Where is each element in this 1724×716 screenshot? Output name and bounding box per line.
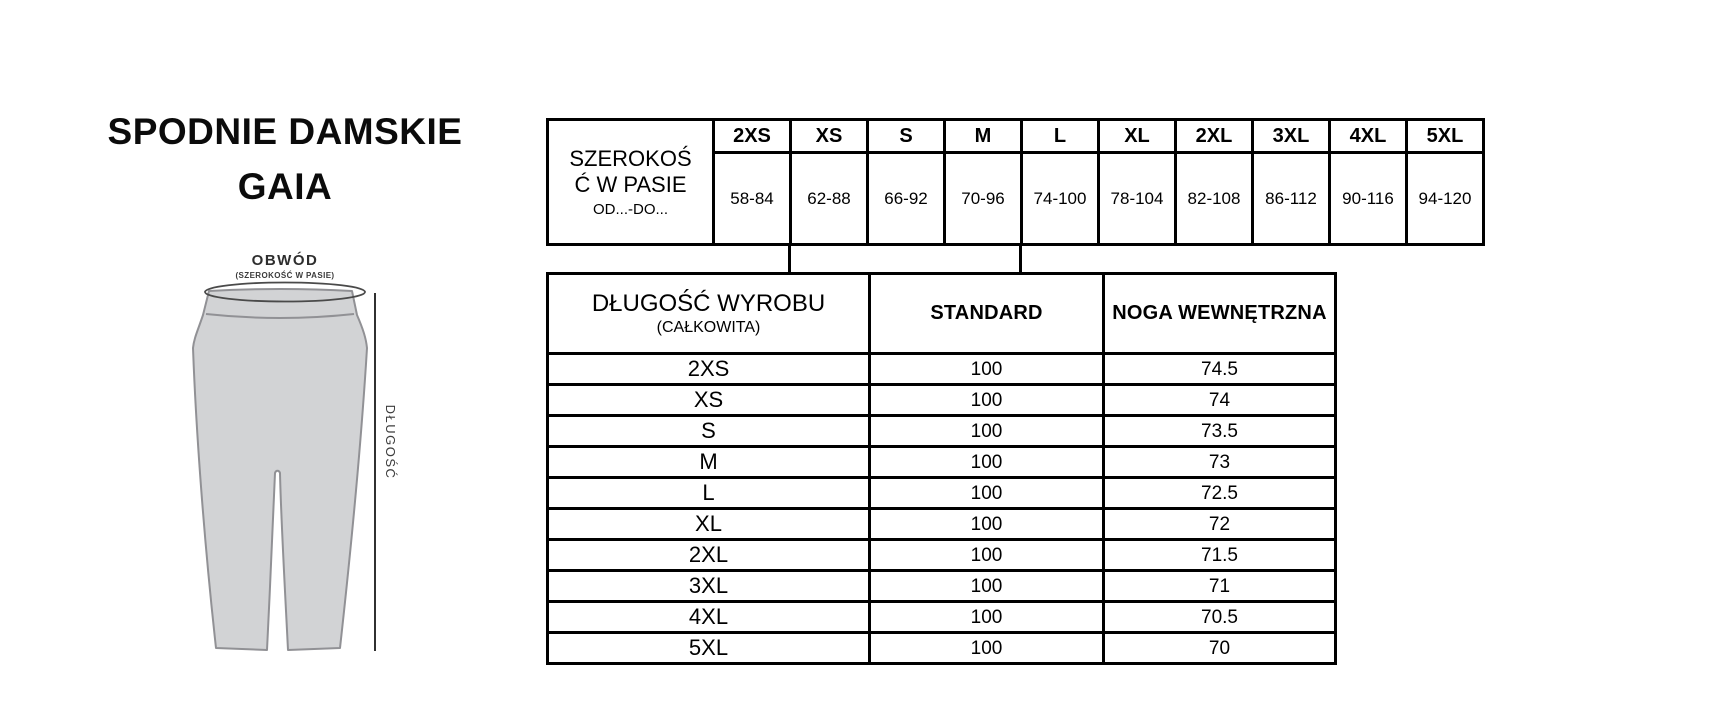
length-row-m (548, 447, 1336, 478)
waist-table-corner-header (548, 120, 714, 245)
length-standard-2xl: 100 (870, 540, 1104, 571)
size-header-4xl: 4XL (1330, 120, 1407, 153)
length-size-3xl: 3XL (548, 571, 870, 602)
size-header-s: S (868, 120, 945, 153)
length-row-xl (548, 509, 1336, 540)
page-title (50, 104, 520, 214)
length-inner-leg-l: 72.5 (1104, 478, 1336, 509)
size-header-2xs: 2XS (714, 120, 791, 153)
length-standard-2xs: 100 (870, 354, 1104, 385)
waist-range-5xl: 94-120 (1407, 153, 1484, 245)
size-header-xl: XL (1099, 120, 1176, 153)
length-size-4xl: 4XL (548, 602, 870, 633)
product-length-table (546, 272, 1337, 665)
length-table-header-inner-leg: NOGA WEWNĘTRZNA (1104, 274, 1336, 354)
waist-range-xl: 78-104 (1099, 153, 1176, 245)
length-standard-3xl: 100 (870, 571, 1104, 602)
length-size-xl: XL (548, 509, 870, 540)
length-row-s (548, 416, 1336, 447)
length-row-l (548, 478, 1336, 509)
page-title-line1: SPODNIE DAMSKIE (107, 111, 463, 152)
length-row-xs (548, 385, 1336, 416)
table-connector-line-right (1019, 243, 1022, 273)
size-header-m: M (945, 120, 1022, 153)
length-inner-leg-s: 73.5 (1104, 416, 1336, 447)
length-size-m: M (548, 447, 870, 478)
length-standard-4xl: 100 (870, 602, 1104, 633)
waist-width-table (546, 118, 1485, 246)
waist-range-l: 74-100 (1022, 153, 1099, 245)
table-connector-line-left (788, 243, 791, 273)
waist-range-4xl: 90-116 (1330, 153, 1407, 245)
length-inner-leg-4xl: 70.5 (1104, 602, 1336, 633)
length-standard-xl: 100 (870, 509, 1104, 540)
waist-circumference-label: OBWÓD (251, 252, 319, 269)
size-header-l: L (1022, 120, 1099, 153)
pants-diagram (140, 238, 420, 670)
length-row-2xs (548, 354, 1336, 385)
length-inner-leg-3xl: 71 (1104, 571, 1336, 602)
length-standard-5xl: 100 (870, 633, 1104, 664)
length-standard-s: 100 (870, 416, 1104, 447)
length-label: DŁUGOŚĆ (383, 404, 398, 480)
length-row-5xl (548, 633, 1336, 664)
length-inner-leg-2xs: 74.5 (1104, 354, 1336, 385)
length-size-5xl: 5XL (548, 633, 870, 664)
length-standard-xs: 100 (870, 385, 1104, 416)
length-size-l: L (548, 478, 870, 509)
waist-circumference-sublabel: (SZEROKOŚĆ W PASIE) (235, 271, 335, 280)
length-table-header-product (548, 274, 870, 354)
length-inner-leg-xs: 74 (1104, 385, 1336, 416)
length-row-2xl (548, 540, 1336, 571)
size-header-5xl: 5XL (1407, 120, 1484, 153)
length-standard-m: 100 (870, 447, 1104, 478)
length-table-header-standard: STANDARD (870, 274, 1104, 354)
length-header-line1: DŁUGOŚĆ WYROBU (591, 290, 826, 317)
length-inner-leg-xl: 72 (1104, 509, 1336, 540)
waist-range-2xs: 58-84 (714, 153, 791, 245)
length-inner-leg-m: 73 (1104, 447, 1336, 478)
waist-header-title (569, 146, 693, 198)
waist-header-range-hint: OD...-DO... (593, 201, 668, 218)
length-standard-l: 100 (870, 478, 1104, 509)
length-size-s: S (548, 416, 870, 447)
length-inner-leg-2xl: 71.5 (1104, 540, 1336, 571)
waist-range-xs: 62-88 (791, 153, 868, 245)
length-row-4xl (548, 602, 1336, 633)
waist-range-2xl: 82-108 (1176, 153, 1253, 245)
waist-range-s: 66-92 (868, 153, 945, 245)
length-inner-leg-5xl: 70 (1104, 633, 1336, 664)
size-header-xs: XS (791, 120, 868, 153)
size-header-2xl: 2XL (1176, 120, 1253, 153)
length-size-2xs: 2XS (548, 354, 870, 385)
waist-header-line2: W PASIE (596, 172, 687, 197)
waist-header-line1: SZEROKOŚĆ (569, 146, 692, 197)
waist-range-3xl: 86-112 (1253, 153, 1330, 245)
page-title-line2: GAIA (237, 166, 333, 207)
length-size-2xl: 2XL (548, 540, 870, 571)
length-header-line2: (CAŁKOWITA) (656, 319, 761, 336)
length-row-3xl (548, 571, 1336, 602)
length-size-xs: XS (548, 385, 870, 416)
pants-outline (193, 289, 367, 650)
waist-range-m: 70-96 (945, 153, 1022, 245)
size-header-3xl: 3XL (1253, 120, 1330, 153)
